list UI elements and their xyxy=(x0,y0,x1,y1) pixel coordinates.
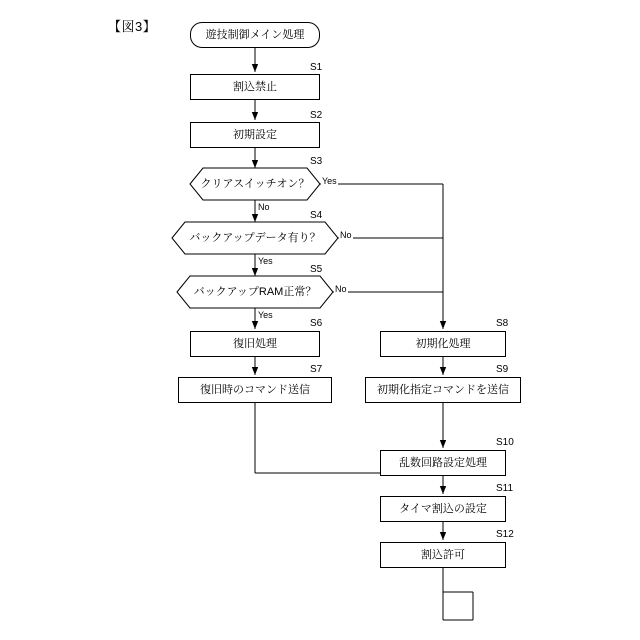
step-label-s4: S4 xyxy=(310,210,323,221)
step-label-s2: S2 xyxy=(310,110,323,121)
node-s1-label: 割込禁止 xyxy=(233,80,277,93)
step-label-s8: S8 xyxy=(496,318,509,329)
node-s8 xyxy=(380,331,506,357)
node-s7-label: 復旧時のコマンド送信 xyxy=(200,383,310,396)
node-s12-label: 割込許可 xyxy=(421,548,465,561)
node-s6 xyxy=(190,331,320,357)
edge-label-s5-yes: Yes xyxy=(258,310,273,320)
node-s6-label: 復旧処理 xyxy=(233,337,277,350)
node-s10-label: 乱数回路設定処理 xyxy=(399,456,487,469)
edge-label-s5-no: No xyxy=(335,284,347,294)
node-s2 xyxy=(190,122,320,148)
step-label-s11: S11 xyxy=(496,483,514,494)
step-label-s6: S6 xyxy=(310,318,323,329)
step-label-s3: S3 xyxy=(310,156,323,167)
node-s9-label: 初期化指定コマンドを送信 xyxy=(377,383,509,396)
node-s8-label: 初期化処理 xyxy=(415,337,471,350)
step-label-s5: S5 xyxy=(310,264,323,275)
step-label-s1: S1 xyxy=(310,62,323,73)
node-s3-label: クリアスイッチオン？ xyxy=(200,177,310,190)
edge-label-s4-yes: Yes xyxy=(258,256,273,266)
node-start-label: 遊技制御メイン処理 xyxy=(205,28,305,41)
node-s2-label: 初期設定 xyxy=(233,128,277,141)
step-label-s9: S9 xyxy=(496,364,509,375)
node-s5-label: バックアップRAM正常？ xyxy=(193,285,317,298)
step-label-s10: S10 xyxy=(496,437,514,448)
node-s7 xyxy=(178,377,332,403)
edge-label-s3-yes: Yes xyxy=(322,176,337,186)
node-s4-label: バックアップデータ有り？ xyxy=(189,231,321,244)
node-s9 xyxy=(365,377,521,403)
node-s11 xyxy=(380,496,506,522)
figure-label: 【図3】 xyxy=(108,19,157,34)
node-s3 xyxy=(190,168,320,200)
node-start xyxy=(190,22,320,48)
node-s10 xyxy=(380,450,506,476)
node-s5 xyxy=(177,276,333,308)
node-s4 xyxy=(172,222,338,254)
edge-label-s4-no: No xyxy=(340,230,352,240)
step-label-s12: S12 xyxy=(496,529,514,540)
node-s11-label: タイマ割込の設定 xyxy=(399,502,487,515)
node-s12 xyxy=(380,542,506,568)
edge-label-s3-no: No xyxy=(258,202,270,212)
node-s1 xyxy=(190,74,320,100)
step-label-s7: S7 xyxy=(310,364,323,375)
